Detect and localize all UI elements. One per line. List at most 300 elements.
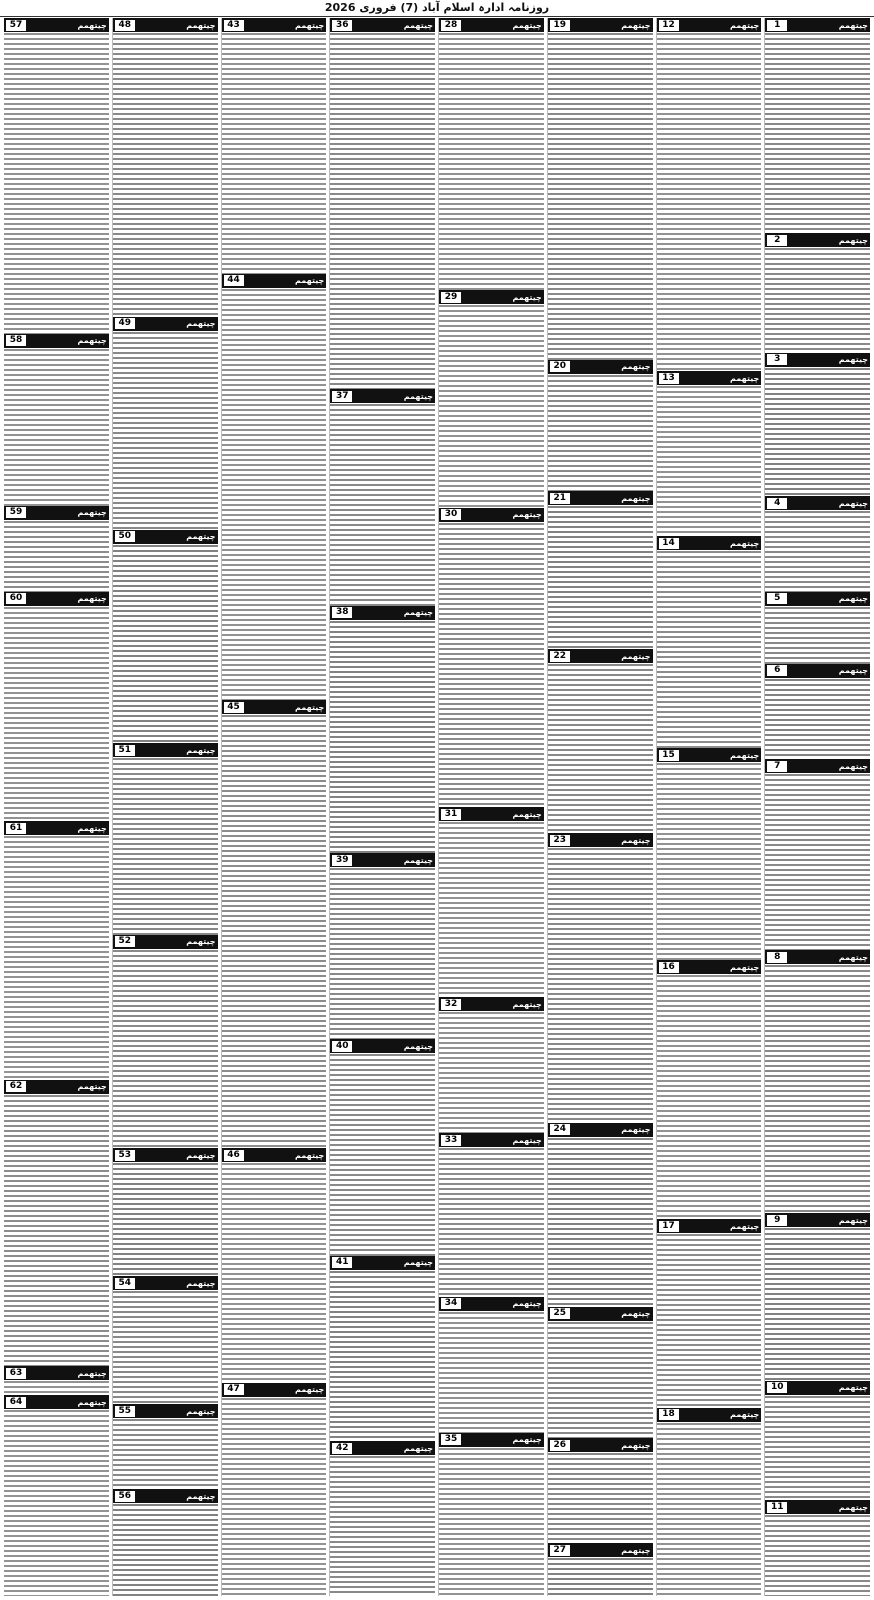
- news-item-label: چیتھمم: [838, 666, 868, 676]
- news-item-number: 51: [115, 745, 135, 756]
- text-lines: [4, 607, 109, 822]
- text-lines: [657, 386, 762, 536]
- news-item-number: 53: [115, 1150, 135, 1161]
- news-item-text: [765, 965, 870, 1213]
- news-item-header: [113, 743, 218, 757]
- news-item-label: چیتھمم: [186, 1406, 216, 1416]
- news-item-text: [548, 1138, 653, 1307]
- news-item: [548, 833, 653, 1122]
- news-item-text: [548, 375, 653, 492]
- news-item-text: [439, 33, 544, 290]
- news-item: [222, 18, 327, 274]
- news-item: [657, 371, 762, 536]
- text-lines: [4, 836, 109, 1079]
- news-item: [4, 1366, 109, 1395]
- news-item-label: چیتھمم: [838, 355, 868, 365]
- text-lines: [765, 368, 870, 496]
- news-item-label: چیتھمم: [186, 1491, 216, 1501]
- news-item: [765, 18, 870, 233]
- news-item-number: 22: [550, 651, 570, 662]
- news-item: [113, 1148, 218, 1276]
- news-item-header: [657, 18, 762, 32]
- news-item-label: چیتھمم: [186, 20, 216, 30]
- text-lines: [548, 375, 653, 492]
- text-lines: [657, 975, 762, 1219]
- news-item-number: 11: [767, 1502, 787, 1513]
- news-item: [113, 935, 218, 1148]
- text-lines: [439, 305, 544, 508]
- news-item-text: [113, 1504, 218, 1596]
- news-item: [439, 1133, 544, 1296]
- news-item: [765, 233, 870, 353]
- text-lines: [765, 1228, 870, 1380]
- news-item: [4, 506, 109, 592]
- news-item-number: 4: [767, 498, 787, 509]
- news-item-text: [330, 1054, 435, 1256]
- news-item-number: 44: [224, 275, 244, 286]
- news-item-number: 33: [441, 1135, 461, 1146]
- news-item: [765, 353, 870, 496]
- news-item-label: چیتھمم: [512, 20, 542, 30]
- news-item-label: چیتھمم: [621, 1440, 651, 1450]
- news-item-label: چیتھمم: [403, 20, 433, 30]
- news-item-label: چیتھمم: [295, 1150, 325, 1160]
- text-lines: [657, 33, 762, 371]
- page-column: [547, 18, 653, 1596]
- news-item-label: چیتھمم: [512, 809, 542, 819]
- news-item-header: [765, 759, 870, 773]
- news-item-header: [113, 18, 218, 32]
- news-item-label: چیتھمم: [512, 1135, 542, 1145]
- news-item: [113, 18, 218, 317]
- news-item: [330, 1441, 435, 1596]
- news-item: [4, 334, 109, 506]
- news-item-number: 29: [441, 292, 461, 303]
- news-item-header: [439, 1297, 544, 1311]
- text-lines: [222, 33, 327, 274]
- page-column: [329, 18, 435, 1596]
- news-item-label: چیتھمم: [621, 1125, 651, 1135]
- news-item-header: [765, 592, 870, 606]
- news-item-text: [113, 1291, 218, 1404]
- news-item: [765, 664, 870, 760]
- news-item-header: [4, 821, 109, 835]
- news-item-number: 49: [115, 318, 135, 329]
- news-item-text: [222, 1398, 327, 1596]
- news-item-header: [765, 950, 870, 964]
- text-lines: [4, 33, 109, 334]
- news-item-number: 60: [6, 593, 26, 604]
- news-item-label: چیتھمم: [838, 1383, 868, 1393]
- news-item: [439, 18, 544, 290]
- news-item: [548, 491, 653, 649]
- news-item-text: [765, 607, 870, 664]
- text-lines: [765, 33, 870, 233]
- news-item-header: [439, 1133, 544, 1147]
- text-lines: [548, 664, 653, 833]
- text-lines: [330, 33, 435, 389]
- news-item-header: [113, 1404, 218, 1418]
- news-item-number: 21: [550, 493, 570, 504]
- news-item-header: [548, 1123, 653, 1137]
- text-lines: [765, 511, 870, 592]
- news-item-number: 20: [550, 361, 570, 372]
- text-lines: [439, 33, 544, 290]
- news-item-text: [439, 1312, 544, 1433]
- text-lines: [330, 1054, 435, 1256]
- news-item: [113, 743, 218, 935]
- text-lines: [657, 1234, 762, 1407]
- news-item-number: 23: [550, 835, 570, 846]
- news-item-header: [548, 833, 653, 847]
- news-item-number: 31: [441, 809, 461, 820]
- text-lines: [330, 404, 435, 606]
- news-item-number: 19: [550, 20, 570, 31]
- news-item: [330, 18, 435, 389]
- news-item-number: 63: [6, 1368, 26, 1379]
- news-item: [657, 1408, 762, 1596]
- news-item-text: [765, 679, 870, 760]
- text-lines: [4, 1410, 109, 1596]
- news-item-text: [657, 551, 762, 748]
- news-item: [222, 1148, 327, 1383]
- newspaper-page: [4, 18, 870, 1596]
- news-item-label: چیتھمم: [403, 855, 433, 865]
- text-lines: [330, 868, 435, 1039]
- news-item-number: 48: [115, 20, 135, 31]
- news-item: [4, 18, 109, 334]
- news-item: [222, 1383, 327, 1596]
- news-item: [113, 1404, 218, 1489]
- news-item: [113, 317, 218, 530]
- news-item-label: چیتھمم: [838, 235, 868, 245]
- news-item-number: 7: [767, 761, 787, 772]
- news-item-label: چیتھمم: [186, 1150, 216, 1160]
- news-item-header: [113, 935, 218, 949]
- news-item-header: [113, 530, 218, 544]
- text-lines: [4, 349, 109, 506]
- text-lines: [113, 1419, 218, 1489]
- news-item-text: [222, 289, 327, 700]
- news-item-header: [765, 18, 870, 32]
- text-lines: [222, 289, 327, 700]
- news-item-label: چیتھمم: [730, 1410, 760, 1420]
- text-lines: [113, 545, 218, 743]
- news-item-header: [548, 1543, 653, 1557]
- news-item-header: [330, 389, 435, 403]
- news-item-number: 64: [6, 1397, 26, 1408]
- text-lines: [548, 848, 653, 1122]
- news-item-text: [765, 1228, 870, 1380]
- news-item-header: [548, 360, 653, 374]
- news-item-number: 52: [115, 936, 135, 947]
- news-item-header: [4, 334, 109, 348]
- news-item-text: [439, 523, 544, 807]
- masthead-title: روزنامہ ادارہ اسلام آباد (7) فروری 2026: [324, 1, 550, 14]
- news-item-number: 50: [115, 531, 135, 542]
- news-item: [4, 592, 109, 822]
- news-item-label: چیتھمم: [77, 20, 107, 30]
- news-item-number: 58: [6, 335, 26, 346]
- news-item-header: [548, 18, 653, 32]
- text-lines: [657, 1423, 762, 1596]
- news-item: [4, 1080, 109, 1367]
- news-item-text: [4, 521, 109, 592]
- text-lines: [113, 1291, 218, 1404]
- news-item-label: چیتھمم: [77, 823, 107, 833]
- text-lines: [439, 1148, 544, 1296]
- news-item-number: 59: [6, 507, 26, 518]
- news-item-number: 38: [332, 607, 352, 618]
- news-item: [765, 1381, 870, 1501]
- news-item-header: [222, 274, 327, 288]
- news-item-header: [765, 1213, 870, 1227]
- news-item: [113, 1489, 218, 1596]
- text-lines: [222, 715, 327, 1148]
- news-item-number: 56: [115, 1491, 135, 1502]
- news-item: [330, 1039, 435, 1256]
- news-item-header: [548, 649, 653, 663]
- news-item-header: [765, 664, 870, 678]
- news-item: [548, 649, 653, 833]
- news-item-header: [439, 290, 544, 304]
- news-item-header: [113, 1489, 218, 1503]
- news-item-label: چیتھمم: [621, 493, 651, 503]
- text-lines: [765, 679, 870, 760]
- news-item-text: [548, 506, 653, 649]
- news-item: [439, 807, 544, 997]
- news-item-label: چیتھمم: [621, 362, 651, 372]
- news-item-header: [765, 496, 870, 510]
- news-item-label: چیتھمم: [295, 20, 325, 30]
- news-item-label: چیتھمم: [77, 1397, 107, 1407]
- news-item: [548, 1543, 653, 1596]
- news-item-text: [330, 33, 435, 389]
- news-item-number: 36: [332, 20, 352, 31]
- news-item-header: [439, 1433, 544, 1447]
- news-item: [657, 1219, 762, 1407]
- text-lines: [657, 551, 762, 748]
- news-item-text: [439, 1148, 544, 1296]
- text-lines: [548, 1558, 653, 1596]
- news-item-text: [657, 386, 762, 536]
- page-masthead: [0, 0, 874, 17]
- news-item-number: 16: [659, 962, 679, 973]
- text-lines: [330, 1456, 435, 1596]
- news-item-header: [330, 606, 435, 620]
- news-item-number: 1: [767, 20, 787, 31]
- news-item-label: چیتھمم: [838, 1215, 868, 1225]
- news-item-text: [657, 1423, 762, 1596]
- news-item-header: [4, 592, 109, 606]
- text-lines: [765, 965, 870, 1213]
- news-item-label: چیتھمم: [403, 1041, 433, 1051]
- text-lines: [222, 1163, 327, 1383]
- news-item: [657, 18, 762, 371]
- news-item-text: [330, 621, 435, 854]
- news-item-text: [548, 1558, 653, 1596]
- news-item-header: [548, 1438, 653, 1452]
- news-item-label: چیتھمم: [621, 1545, 651, 1555]
- news-item-number: 45: [224, 702, 244, 713]
- news-item-label: چیتھمم: [403, 1443, 433, 1453]
- news-item-header: [765, 1500, 870, 1514]
- news-item-number: 39: [332, 855, 352, 866]
- news-item-text: [4, 1095, 109, 1367]
- news-item-text: [765, 1515, 870, 1596]
- news-item-text: [548, 664, 653, 833]
- news-item-label: چیتھمم: [512, 292, 542, 302]
- news-item: [222, 700, 327, 1148]
- news-item-text: [330, 868, 435, 1039]
- news-item-label: چیتھمم: [403, 391, 433, 401]
- news-item-number: 41: [332, 1257, 352, 1268]
- news-item: [548, 360, 653, 492]
- news-item-header: [330, 1256, 435, 1270]
- news-item-text: [765, 774, 870, 950]
- news-item-header: [657, 536, 762, 550]
- news-item-number: 18: [659, 1409, 679, 1420]
- news-item: [439, 997, 544, 1133]
- news-item-number: 2: [767, 235, 787, 246]
- text-lines: [113, 1163, 218, 1276]
- news-item: [765, 592, 870, 664]
- news-item-text: [222, 1163, 327, 1383]
- news-item-header: [657, 371, 762, 385]
- news-item-number: 14: [659, 538, 679, 549]
- text-lines: [548, 33, 653, 360]
- news-item-label: چیتھمم: [186, 745, 216, 755]
- text-lines: [765, 248, 870, 353]
- news-item-text: [765, 33, 870, 233]
- news-item-header: [222, 700, 327, 714]
- news-item-text: [439, 822, 544, 997]
- news-item: [4, 1395, 109, 1596]
- news-item: [765, 759, 870, 950]
- text-lines: [439, 822, 544, 997]
- news-item-text: [4, 1410, 109, 1596]
- news-item-header: [765, 233, 870, 247]
- news-item-label: چیتھمم: [403, 608, 433, 618]
- news-item-label: چیتھمم: [77, 336, 107, 346]
- news-item-header: [113, 1148, 218, 1162]
- news-item-header: [439, 508, 544, 522]
- text-lines: [548, 506, 653, 649]
- news-item: [657, 748, 762, 960]
- news-item-number: 42: [332, 1443, 352, 1454]
- text-lines: [113, 332, 218, 530]
- news-item-label: چیتھمم: [730, 1221, 760, 1231]
- text-lines: [439, 523, 544, 807]
- news-item-header: [4, 506, 109, 520]
- news-item-text: [113, 1163, 218, 1276]
- news-item-label: چیتھمم: [512, 999, 542, 1009]
- text-lines: [113, 1504, 218, 1596]
- news-item-number: 17: [659, 1221, 679, 1232]
- news-item-number: 32: [441, 999, 461, 1010]
- news-item-header: [4, 1080, 109, 1094]
- news-item-label: چیتھمم: [295, 1385, 325, 1395]
- news-item-number: 47: [224, 1384, 244, 1395]
- news-item: [548, 18, 653, 360]
- news-item-header: [330, 853, 435, 867]
- news-item-number: 28: [441, 20, 461, 31]
- news-item-header: [439, 997, 544, 1011]
- news-item-text: [113, 33, 218, 317]
- news-item-label: چیتھمم: [621, 835, 651, 845]
- news-item-number: 8: [767, 952, 787, 963]
- news-item-text: [330, 404, 435, 606]
- news-item: [548, 1123, 653, 1307]
- text-lines: [4, 1095, 109, 1367]
- news-item-number: 43: [224, 20, 244, 31]
- news-item-text: [4, 33, 109, 334]
- page-column: [221, 18, 327, 1596]
- news-item-text: [113, 758, 218, 935]
- news-item-text: [548, 1322, 653, 1439]
- news-item-header: [113, 317, 218, 331]
- news-item-text: [222, 715, 327, 1148]
- news-item-label: چیتھمم: [838, 952, 868, 962]
- news-item-header: [222, 1383, 327, 1397]
- news-item-label: چیتھمم: [838, 761, 868, 771]
- text-lines: [4, 1381, 109, 1395]
- news-item-text: [330, 1456, 435, 1596]
- news-item-number: 25: [550, 1308, 570, 1319]
- text-lines: [439, 1448, 544, 1596]
- news-item-label: چیتھمم: [621, 651, 651, 661]
- text-lines: [330, 1271, 435, 1442]
- news-item-label: چیتھمم: [512, 1435, 542, 1445]
- news-item-header: [330, 1441, 435, 1455]
- page-column: [112, 18, 218, 1596]
- news-item: [113, 1276, 218, 1404]
- news-item: [765, 1213, 870, 1380]
- news-item-text: [113, 1419, 218, 1489]
- news-item-label: چیتھمم: [730, 962, 760, 972]
- news-item-header: [330, 1039, 435, 1053]
- news-item-label: چیتھمم: [186, 1278, 216, 1288]
- news-item-header: [4, 1366, 109, 1380]
- news-item-text: [113, 545, 218, 743]
- news-item-header: [657, 748, 762, 762]
- news-item-label: چیتھمم: [77, 1082, 107, 1092]
- news-item-number: 5: [767, 593, 787, 604]
- news-item-label: چیتھمم: [512, 1299, 542, 1309]
- news-item-header: [4, 18, 109, 32]
- news-item-text: [4, 607, 109, 822]
- news-item-text: [4, 349, 109, 506]
- page-column: [438, 18, 544, 1596]
- news-item-number: 61: [6, 823, 26, 834]
- news-item-text: [548, 1453, 653, 1543]
- news-item-number: 27: [550, 1545, 570, 1556]
- news-item-text: [4, 836, 109, 1079]
- news-item-number: 46: [224, 1150, 244, 1161]
- news-item-number: 30: [441, 509, 461, 520]
- news-item-label: چیتھمم: [838, 1502, 868, 1512]
- text-lines: [765, 774, 870, 950]
- news-item: [765, 496, 870, 592]
- news-item: [439, 1297, 544, 1433]
- news-item-header: [222, 18, 327, 32]
- text-lines: [765, 1396, 870, 1501]
- news-item-number: 57: [6, 20, 26, 31]
- news-item-text: [222, 33, 327, 274]
- news-item-label: چیتھمم: [621, 20, 651, 30]
- news-item-label: چیتھمم: [186, 937, 216, 947]
- news-item-number: 35: [441, 1434, 461, 1445]
